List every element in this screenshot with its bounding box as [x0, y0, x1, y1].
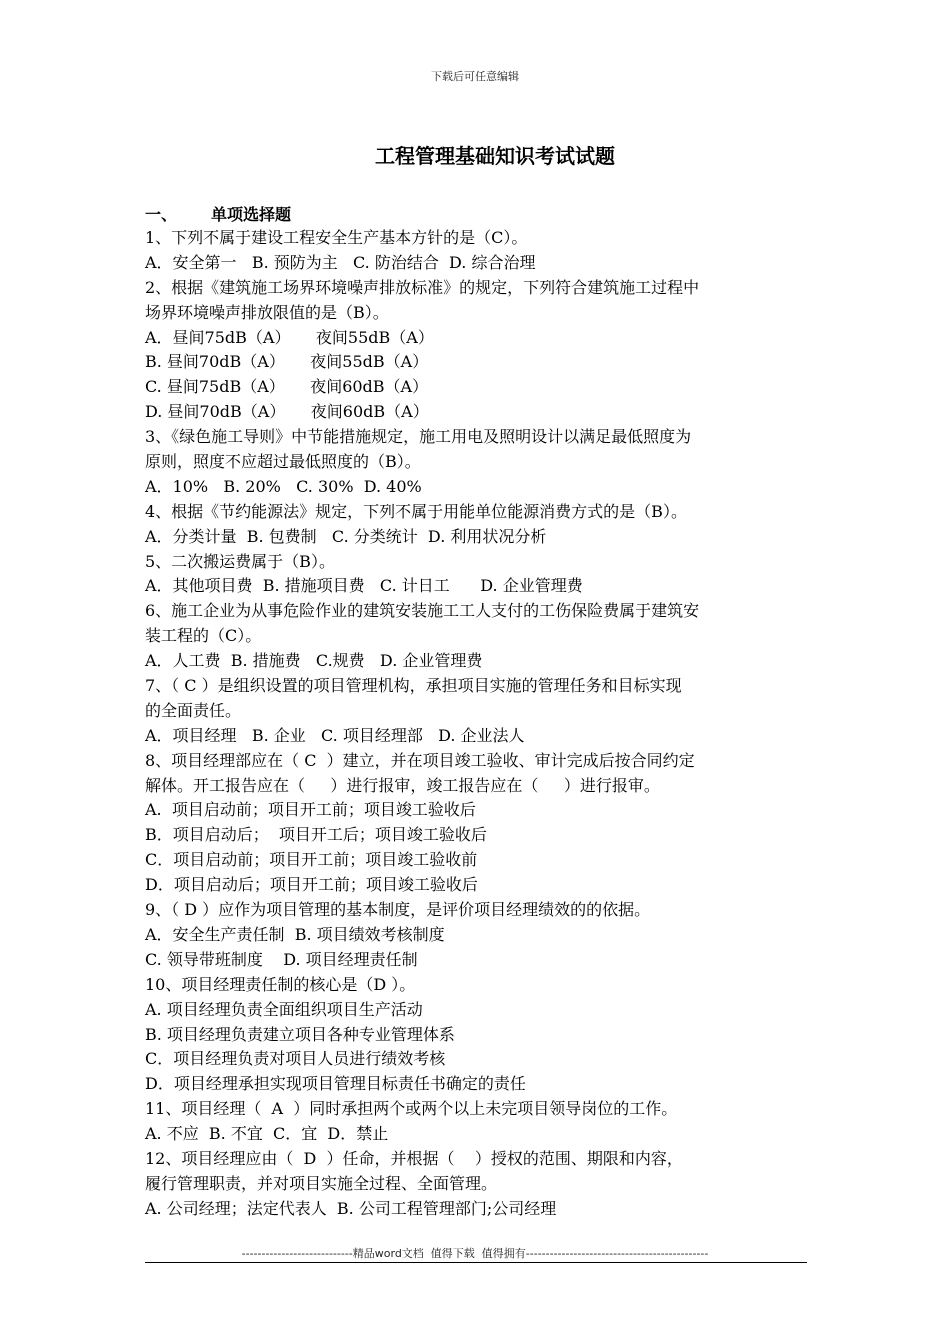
text-line: 装工程的（C）。	[145, 626, 262, 646]
text-line: 9、（ D ）应作为项目管理的基本制度，是评价项目经理绩效的的依据。	[145, 900, 651, 920]
section-label: 单项选择题	[211, 205, 292, 224]
text-line: 原则，照度不应超过最低照度的（B）。	[145, 452, 421, 472]
text-line: B. 项目经理负责建立项目各种专业管理体系	[145, 1024, 455, 1044]
header-note: 下载后可任意编辑	[431, 70, 519, 83]
text-line: A．分类计量 B. 包费制 C. 分类统计 D. 利用状况分析	[145, 526, 547, 546]
section-number: 一、	[145, 205, 178, 224]
text-line: A．昼间75dB（A） 夜间55dB（A）	[145, 327, 434, 347]
text-line: A．项目经理 B. 企业 C. 项目经理部 D. 企业法人	[145, 725, 525, 745]
text-line: A. 不应 B. 不宜 C．宜 D．禁止	[145, 1124, 389, 1144]
text-line: 10、项目经理责任制的核心是（D ）。	[145, 974, 416, 994]
text-line: 5、二次搬运费属于（B）。	[145, 551, 335, 571]
text-line: 6、施工企业为从事危险作业的建筑安装施工工人支付的工伤保险费属于建筑安	[145, 601, 700, 621]
text-line: D. 昼间70dB（A） 夜间60dB（A）	[145, 402, 429, 422]
text-line: D．项目启动后；项目开工前；项目竣工验收后	[145, 875, 478, 895]
text-line: A. 公司经理；法定代表人 B. 公司工程管理部门;公司经理	[145, 1198, 557, 1218]
text-line: 场界环境噪声排放限值的是（B）。	[145, 302, 389, 322]
text-line: A. 项目经理负责全面组织项目生产活动	[145, 999, 423, 1019]
text-line: C. 领导带班制度 D. 项目经理责任制	[145, 949, 418, 969]
text-line: C. 昼间75dB（A） 夜间60dB（A）	[145, 377, 429, 397]
text-line: 3、《绿色施工导则》中节能措施规定，施工用电及照明设计以满足最低照度为	[145, 427, 692, 447]
text-line: 4、根据《节约能源法》规定，下列不属于用能单位能源消费方式的是（B）。	[145, 501, 687, 521]
text-line: A．安全生产责任制 B. 项目绩效考核制度	[145, 924, 445, 944]
text-line: A. 项目启动前；项目开工前；项目竣工验收后	[145, 800, 476, 820]
text-line: C．项目经理负责对项目人员进行绩效考核	[145, 1049, 446, 1069]
text-line: 8、项目经理部应在（ C ）建立，并在项目竣工验收、审计完成后按合同约定	[145, 750, 695, 770]
text-line: 11、项目经理（ A ）同时承担两个或两个以上未完项目领导岗位的工作。	[145, 1099, 678, 1119]
text-line: A．安全第一 B. 预防为主 C. 防治结合 D. 综合治理	[145, 252, 536, 272]
text-line: 7、（ C ）是组织设置的项目管理机构，承担项目实施的管理任务和目标实现	[145, 676, 682, 696]
text-line: A．其他项目费 B. 措施项目费 C. 计日工 D. 企业管理费	[145, 576, 583, 596]
text-line: 履行管理职责，并对项目实施全过程、全面管理。	[145, 1173, 498, 1193]
section-heading	[145, 202, 291, 225]
footer-divider	[145, 1262, 807, 1263]
text-line: 12、项目经理应由（ D ）任命，并根据（ ）授权的范围、期限和内容，	[145, 1148, 683, 1168]
text-line: B. 昼间70dB（A） 夜间55dB（A）	[145, 352, 429, 372]
text-line: 解体。开工报告应在（ ）进行报审，竣工报告应在（ ）进行报审。	[145, 775, 660, 795]
text-line: C．项目启动前；项目开工前；项目竣工验收前	[145, 850, 478, 870]
footer-text: ----------------------------精品word文档 值得下载 值得拥有----------------------------------------------	[241, 1247, 709, 1260]
text-line: B．项目启动后； 项目开工后；项目竣工验收后	[145, 825, 487, 845]
text-line: A．10% B. 20% C. 30% D. 40%	[145, 476, 422, 496]
text-line: D．项目经理承担实现项目管理目标责任书确定的责任	[145, 1074, 526, 1094]
text-line: 的全面责任。	[145, 700, 242, 720]
text-line: 2、根据《建筑施工场界环境噪声排放标准》的规定，下列符合建筑施工过程中	[145, 277, 700, 297]
question-list	[145, 226, 807, 1222]
text-line: A．人工费 B. 措施费 C.规费 D. 企业管理费	[145, 651, 483, 671]
page-title: 工程管理基础知识考试试题	[375, 144, 615, 168]
text-line: 1、下列不属于建设工程安全生产基本方针的是（C）。	[145, 228, 528, 247]
